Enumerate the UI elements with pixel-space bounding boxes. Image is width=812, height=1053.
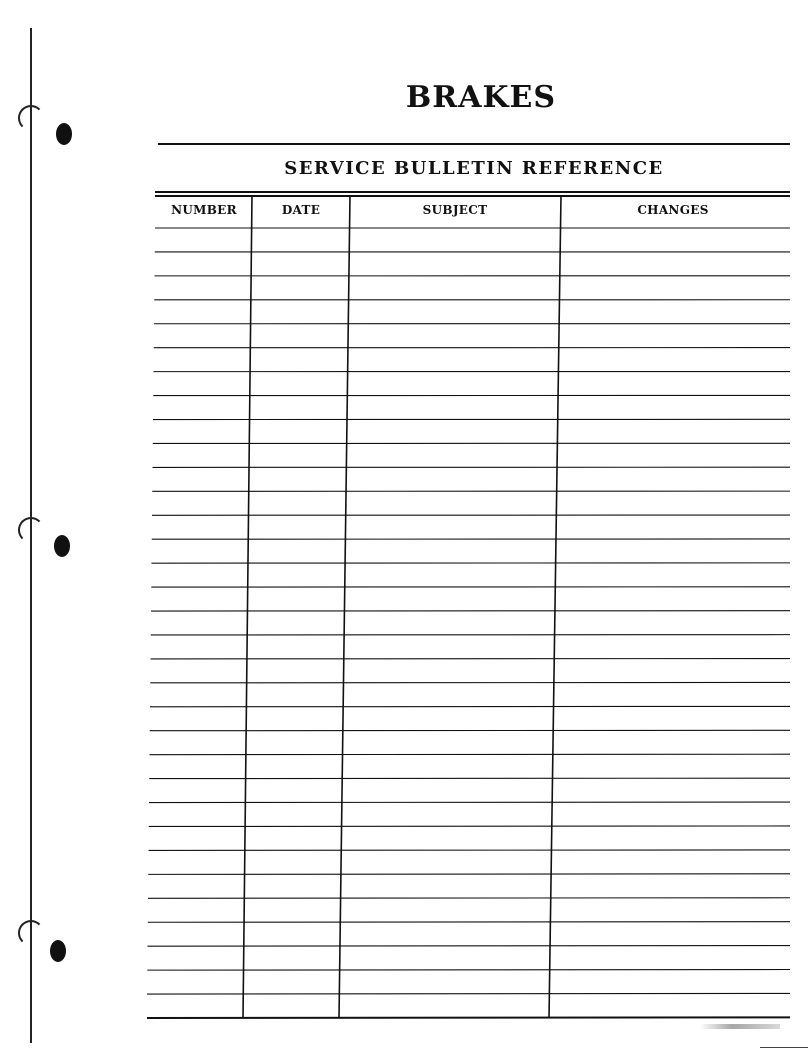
page-title: BRAKES <box>405 80 557 115</box>
table-column-lines <box>243 195 561 1018</box>
table-column-divider-subject <box>549 195 561 1018</box>
scan-artifact <box>700 1024 780 1029</box>
table-column-divider-date <box>339 195 350 1018</box>
column-header-date: DATE <box>281 203 321 217</box>
section-title: SERVICE BULLETIN REFERENCE <box>284 158 664 179</box>
column-header-number: NUMBER <box>171 203 237 217</box>
table-row-lines <box>147 228 790 1018</box>
scan-artifact-line <box>760 1047 808 1048</box>
column-header-subject: SUBJECT <box>422 203 488 217</box>
table-column-divider-number <box>243 195 252 1018</box>
column-header-changes: CHANGES <box>637 203 709 217</box>
